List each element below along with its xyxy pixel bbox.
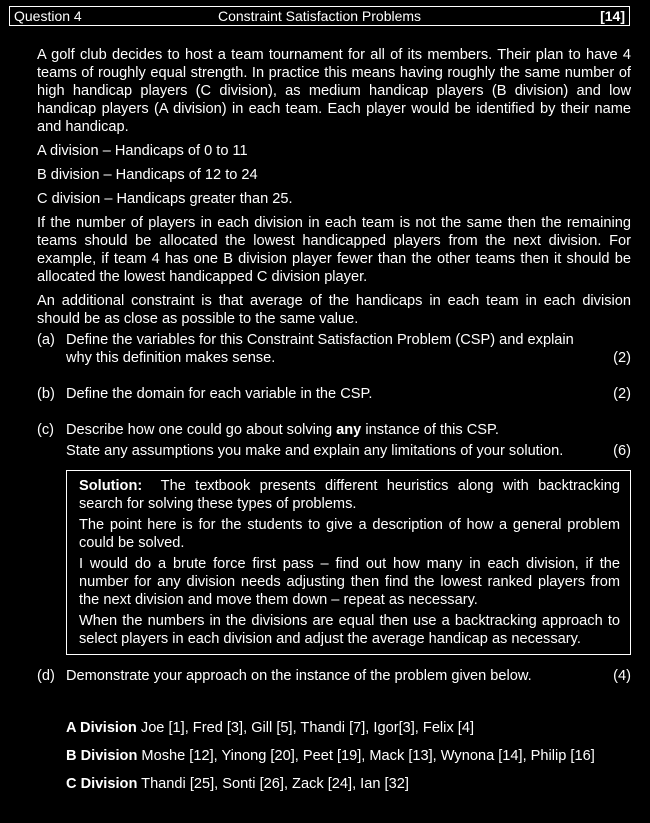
question-body xyxy=(37,46,631,793)
intro-paragraph: A golf club decides to host a team tournament for all of its members. Their plan to have 4 teams of roughly equal strength. In practice this means having roughly the same number of high handicap players (C division), as medium handicap players (B division) and low handicap players (A division) in each team. Each player would be identified by their name and handicap. xyxy=(37,47,631,135)
division-a-row xyxy=(66,719,631,737)
allocation-rule-paragraph: If the number of players in each division in each team is not the same then the remaining teams should be allocated the lowest handicapped players from the next division. For example, if team 4 has one B division player fewer than the other teams then it should be allocated the lowest handicapped C division player. xyxy=(37,215,631,285)
division-a-name: A Division xyxy=(66,720,137,736)
player-data xyxy=(66,719,631,793)
question-c-text xyxy=(66,421,631,460)
division-a-players: Joe [1], Fred [3], Gill [5], Thandi [7], Igor[3], Felix [4] xyxy=(140,720,474,736)
question-a xyxy=(37,331,631,367)
question-header xyxy=(9,6,630,26)
solution-paragraph-2: The point here is for the students to give a description of how a general problem could be solved. xyxy=(79,517,620,551)
question-c-marks: (6) xyxy=(613,443,631,459)
question-a-text: Define the variables for this Constraint Satisfaction Problem (CSP) and explain why this definition makes sense. xyxy=(66,332,574,366)
question-b-text: Define the domain for each variable in the CSP. xyxy=(66,386,373,402)
division-b-players: Moshe [12], Yinong [20], Peet [19], Mack [13], Wynona [14], Philip [16] xyxy=(141,748,595,764)
question-a-marks: (2) xyxy=(613,350,631,366)
solution-heading: Solution: xyxy=(79,478,143,494)
division-c-name: C Division xyxy=(66,776,138,792)
question-number: Question 4 xyxy=(14,8,82,24)
solution-paragraph-1: Solution: The textbook presents different heuristics along with backtracking search for solving these types of problems. xyxy=(79,478,620,512)
division-a-definition: A division – Handicaps of 0 to 11 xyxy=(37,143,248,159)
solution-box xyxy=(66,470,631,655)
average-constraint-paragraph: An additional constraint is that average of the handicaps in each team in each division should be as close as possible to the same value. xyxy=(37,293,631,327)
question-b-label: (b) xyxy=(37,386,55,402)
question-d-marks: (4) xyxy=(613,668,631,684)
division-c-row xyxy=(66,775,631,793)
question-c-label: (c) xyxy=(37,422,55,438)
division-b-definition: B division – Handicaps of 12 to 24 xyxy=(37,167,258,183)
question-c-emphasis: any xyxy=(336,422,362,438)
question-c-line2: State any assumptions you make and explain any limitations of your solution. xyxy=(66,443,564,459)
solution-paragraph-4: When the numbers in the divisions are equal then use a backtracking approach to select players in each division and adjust the average handicap as necessary. xyxy=(79,613,620,647)
question-d xyxy=(37,667,631,685)
question-d-text: Demonstrate your approach on the instance of the problem given below. xyxy=(66,668,532,684)
question-b-marks: (2) xyxy=(613,386,631,402)
division-b-row xyxy=(66,747,631,765)
division-b-name: B Division xyxy=(66,748,138,764)
solution-paragraph-3: I would do a brute force first pass – find out how many in each division, if the number for any division needs adjusting then find the lowest ranked players from the next division and move them down – repeat as necessary. xyxy=(79,556,620,608)
question-total-marks: [14] xyxy=(600,8,625,24)
question-b xyxy=(37,385,631,403)
question-d-label: (d) xyxy=(37,668,55,684)
question-a-label: (a) xyxy=(37,332,55,348)
question-c xyxy=(37,421,631,460)
division-c-players: Thandi [25], Sonti [26], Zack [24], Ian [32] xyxy=(141,776,409,792)
division-c-definition: C division – Handicaps greater than 25. xyxy=(37,191,293,207)
question-c-line1: Describe how one could go about solving any instance of this CSP. xyxy=(66,422,499,438)
question-title: Constraint Satisfaction Problems xyxy=(217,8,422,24)
